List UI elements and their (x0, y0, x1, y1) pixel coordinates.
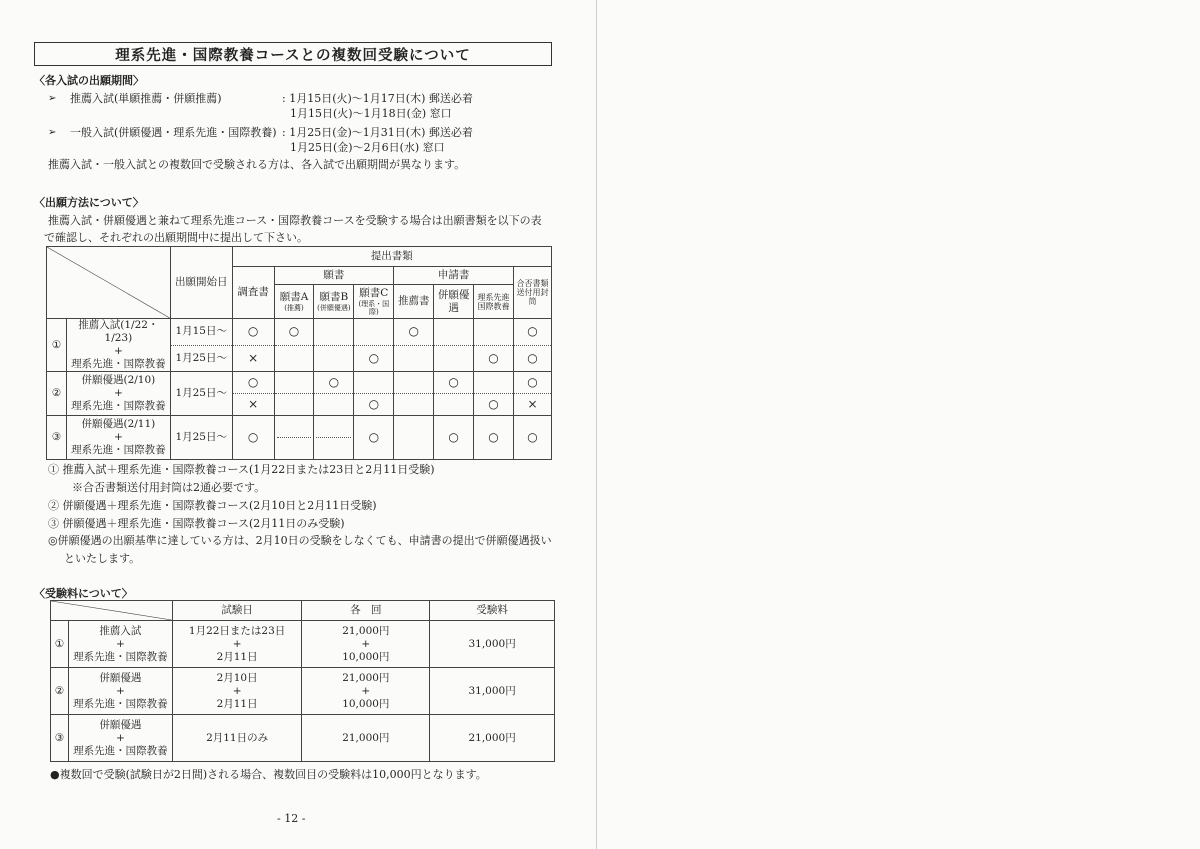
exam-date-line: 2月11日 (216, 650, 258, 663)
mark: ○ (394, 319, 434, 346)
start-date: 1月25日～ (170, 372, 232, 416)
each-fee: 21,000円 (302, 715, 430, 762)
row-label-a: 併願優遇 (99, 718, 142, 731)
mark-empty (274, 394, 314, 416)
start-date: 1月25日～ (170, 416, 232, 460)
row-label-a: 併願優遇 (99, 671, 142, 684)
mark: ○ (514, 319, 552, 346)
row-label-plus: + (115, 731, 125, 744)
col-rikei: 理系先進国際教養 (474, 285, 514, 319)
mark: ○ (514, 345, 552, 372)
mark: ○ (434, 416, 474, 460)
each-fee-line: 21,000円 (342, 624, 390, 637)
row-number: ② (51, 668, 69, 715)
method-note: ① 推薦入試＋理系先進・国際教養コース(1月22日または23日と2月11日受験) (48, 463, 435, 476)
exam-date (172, 668, 302, 715)
mark: ○ (274, 319, 314, 346)
plus-sign: + (232, 684, 242, 697)
exam-date-line: 2月10日 (216, 671, 258, 684)
documents-table (46, 246, 552, 460)
gansho-c-label: 願書C (359, 287, 389, 299)
col-shinsei: 申請書 (394, 267, 514, 285)
row-label-b: 理系先進・国際教養 (71, 400, 166, 412)
mark-empty (394, 416, 434, 460)
method-note: ② 併願優遇＋理系先進・国際教養コース(2月10日と2月11日受験) (48, 499, 377, 512)
col-goukaku: 合否書類送付用封筒 (514, 267, 552, 319)
mark-empty (434, 345, 474, 372)
row-label (68, 715, 172, 762)
row-label-plus: + (115, 684, 125, 697)
row-label (66, 416, 170, 460)
period-item-line: : 1月25日(金)～1月31日(木) 郵送必着 (282, 126, 473, 139)
row-label-plus: + (113, 387, 123, 399)
period-heading: 〈各入試の出願期間〉 (34, 74, 144, 87)
row-number: ③ (51, 715, 69, 762)
plus-sign: + (361, 684, 371, 697)
row-label-b: 理系先進・国際教養 (73, 650, 168, 663)
period-item-line: 1月15日(火)～1月18日(金) 窓口 (290, 107, 452, 120)
mark-empty (314, 416, 354, 460)
arrow-icon: ➢ (48, 93, 57, 104)
method-note: ③ 併願優遇＋理系先進・国際教養コース(2月11日のみ受験) (48, 517, 345, 530)
row-label (66, 319, 170, 372)
mark: × (232, 394, 274, 416)
total-fee: 21,000円 (430, 715, 555, 762)
col-start-date: 出願開始日 (170, 247, 232, 319)
table-corner (47, 247, 171, 319)
col-each: 各 回 (302, 601, 430, 621)
gansho-a-sub: (推薦) (284, 304, 304, 312)
method-note: ◎併願優遇の出願基準に達している方は、2月10日の受験をしなくても、申請書の提出で併願優遇扱い (48, 534, 552, 547)
mark: ○ (232, 416, 274, 460)
row-label (68, 621, 172, 668)
mark-empty (434, 319, 474, 346)
row-label (68, 668, 172, 715)
mark-empty (474, 372, 514, 394)
col-gansho-c (354, 285, 394, 319)
row-label-plus: + (115, 637, 125, 650)
exam-date-line: 2月11日 (216, 697, 258, 710)
mark-empty (354, 319, 394, 346)
mark: ○ (354, 416, 394, 460)
exam-date: 2月11日のみ (172, 715, 302, 762)
method-intro: 推薦入試・併願優遇と兼ねて理系先進コース・国際教養コースを受験する場合は出願書類を以下の表 (48, 214, 542, 227)
row-label-b: 理系先進・国際教養 (73, 697, 168, 710)
period-item-line: : 1月15日(火)～1月17日(木) 郵送必着 (282, 92, 473, 105)
start-date: 1月15日～ (170, 319, 232, 346)
page-title: 理系先進・国際教養コースとの複数回受験について (34, 42, 552, 66)
total-fee: 31,000円 (430, 621, 555, 668)
method-note: ※合否書類送付用封筒は2通必要です。 (72, 481, 266, 494)
mark: ○ (314, 372, 354, 394)
fee-table (50, 600, 555, 762)
col-chosa: 調査書 (232, 267, 274, 319)
method-note: といたします。 (64, 552, 141, 565)
row-label-b: 理系先進・国際教養 (73, 744, 168, 757)
row-label-plus: + (113, 431, 123, 443)
col-gansho-a (274, 285, 314, 319)
mark: ○ (354, 345, 394, 372)
mark: ○ (232, 372, 274, 394)
period-item-line: 1月25日(金)～2月6日(水) 窓口 (290, 141, 445, 154)
mark-empty (314, 394, 354, 416)
mark-empty (394, 394, 434, 416)
fee-heading: 〈受験料について〉 (34, 587, 133, 600)
row-number: ① (51, 621, 69, 668)
mark-empty (314, 345, 354, 372)
row-number: ② (47, 372, 67, 416)
col-exam-date: 試験日 (172, 601, 302, 621)
method-intro: で確認し、それぞれの出願期間中に提出して下さい。 (44, 231, 308, 244)
col-fee: 受験料 (430, 601, 555, 621)
mark-empty (394, 345, 434, 372)
total-fee: 31,000円 (430, 668, 555, 715)
period-note: 推薦入試・一般入試との複数回で受験される方は、各入試で出願期間が異なります。 (48, 158, 466, 171)
row-number: ① (47, 319, 67, 372)
mark: ○ (474, 416, 514, 460)
mark: ○ (232, 319, 274, 346)
mark: ○ (514, 416, 552, 460)
period-item-label: 推薦入試(単願推薦・併願推薦) (70, 92, 222, 105)
plus-sign: + (232, 637, 242, 650)
each-fee (302, 668, 430, 715)
each-fee-line: 10,000円 (342, 697, 390, 710)
mark-empty (274, 416, 314, 460)
mark-empty (474, 319, 514, 346)
row-label (66, 372, 170, 416)
exam-date (172, 621, 302, 668)
mark: ○ (474, 345, 514, 372)
mark-empty (274, 345, 314, 372)
start-date: 1月25日～ (170, 345, 232, 372)
row-label-a: 併願優遇(2/10) (81, 374, 156, 386)
mark-empty (274, 372, 314, 394)
page-divider (596, 0, 597, 849)
row-label-a: 推薦入試(1/22・1/23) (78, 319, 159, 344)
row-label-b: 理系先進・国際教養 (71, 444, 166, 456)
col-gansho-b (314, 285, 354, 319)
col-documents: 提出書類 (232, 247, 551, 267)
row-label-a: 併願優遇(2/11) (81, 418, 156, 430)
row-number: ③ (47, 416, 67, 460)
each-fee (302, 621, 430, 668)
mark: × (514, 394, 552, 416)
arrow-icon: ➢ (48, 127, 57, 138)
gansho-a-label: 願書A (279, 291, 309, 303)
row-label-b: 理系先進・国際教養 (71, 358, 166, 370)
fee-table-corner (51, 601, 173, 621)
gansho-b-label: 願書B (319, 291, 349, 303)
mark: × (232, 345, 274, 372)
page-number: - 12 - (277, 812, 306, 825)
mark-empty (354, 372, 394, 394)
mark-empty (434, 394, 474, 416)
period-item-label: 一般入試(併願優遇・理系先進・国際教養) (70, 126, 277, 139)
mark-empty (394, 372, 434, 394)
col-gansho: 願書 (274, 267, 394, 285)
method-heading: 〈出願方法について〉 (34, 196, 144, 209)
mark: ○ (434, 372, 474, 394)
gansho-c-sub: (理系・国際) (358, 300, 390, 316)
each-fee-line: 10,000円 (342, 650, 390, 663)
mark: ○ (514, 372, 552, 394)
exam-date-line: 1月22日または23日 (188, 624, 286, 637)
plus-sign: + (361, 637, 371, 650)
mark: ○ (474, 394, 514, 416)
mark: ○ (354, 394, 394, 416)
col-suisen: 推薦書 (394, 285, 434, 319)
fee-note: ●複数回で受験(試験日が2日間)される場合、複数回目の受験料は10,000円となります。 (50, 768, 487, 781)
gansho-b-sub: (併願優遇) (317, 304, 351, 312)
mark-empty (314, 319, 354, 346)
each-fee-line: 21,000円 (342, 671, 390, 684)
row-label-plus: + (113, 345, 123, 357)
col-heigan: 併願優遇 (434, 285, 474, 319)
row-label-a: 推薦入試 (99, 624, 142, 637)
